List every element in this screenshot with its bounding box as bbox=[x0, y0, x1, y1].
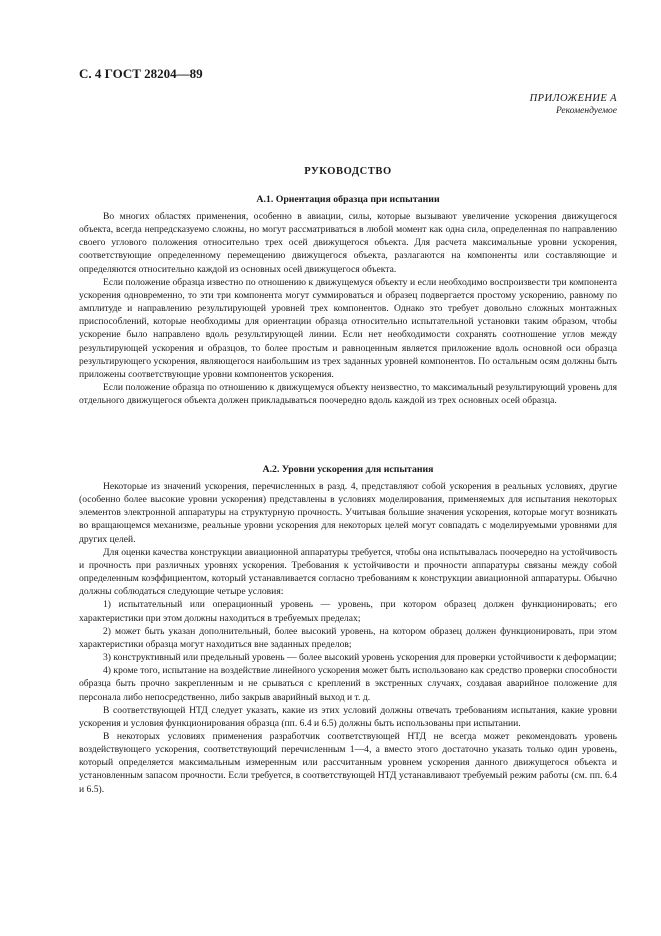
appendix-status: Рекомендуемое bbox=[555, 106, 617, 116]
page-header: С. 4 ГОСТ 28204—89 bbox=[79, 66, 203, 81]
paragraph: В соответствующей НТД следует указать, какие из этих условий должны отвечать требованиям испытания, какие уровни ускорения и условия функционирования образца (пп. 6.4 и 6.5) должны быть использованы при испытании. bbox=[79, 704, 617, 729]
paragraph: Некоторые из значений ускорения, перечисленных в разд. 4, представляют собой ускорения в реальных условиях, другие (особенно более высокие уровни ускорения) представлены в условиях моделирования, применяемых для испытания некоторых элементов электронной аппаратуры на структурную прочность. Учитывая большие значения ускорения, которые могут возникать во вращающемся механизме, реальные уровни ускорения для некоторых целей могут совпадать с моделируемыми уровнями для других целей. bbox=[79, 481, 617, 545]
list-item: 4) кроме того, испытание на воздействие линейного ускорения может быть использовано как средство проверки способности образца быть прочно закрепленным и не срываться с креплений в экстренных случаях, создавая аварийное положение для персонала либо непосредственно, либо закрыв аварийный выход и т. д. bbox=[79, 665, 617, 703]
paragraph: Во многих областях применения, особенно в авиации, силы, которые вызывают увеличение ускорения движущегося объекта, всегда непредсказуемо сложны, но могут рассматриваться в любой момент как одна сила, определенная по направлению своего углового положения относительно трех осей движущегося объекта. Для расчета максимальные уровни ускорения, соответствующие определенному перемещению движущегося объекта, разлагаются на компоненты или составляющие и определяются относительно каждой из основных осей движущегося объекта. bbox=[79, 211, 617, 275]
list-item: 2) может быть указан дополнительный, более высокий уровень, на котором образец должен функционировать, при этом характеристики образца могут находиться вне заданных пределов; bbox=[79, 625, 617, 650]
section-a1-body bbox=[79, 210, 617, 407]
paragraph: В некоторых условиях применения разработчик соответствующей НТД не всегда может рекомендовать уровень воздействующего ускорения, соответствующий перечисленным 1—4, а вместо этого достаточно указать только один уровень, который определяется максимальным измеренным или рассчитанным уровнем ускорения данного движущегося объекта и установленным запасом прочности. Если требуется, в соответствующей НТД устанавливают требуемый режим работы (см. пп. 6.4 и 6.5). bbox=[79, 730, 617, 795]
document-title: РУКОВОДСТВО bbox=[304, 166, 392, 177]
section-a2-body bbox=[79, 480, 617, 796]
paragraph: Если положение образца известно по отношению к движущемуся объекту и если необходимо воспроизвести три компонента ускорения одновременно, то эти три компонента могут суммироваться и образец подвергается простому ускорению, равному по амплитуде и направлению результирующей уровней трех компонентов. Однако это требует довольно сложных монтажных приспособлений, которые необходимы для ориентации образца относительно испытательной установки таким образом, чтобы ускорение было направлено вдоль результирующей линии. Если нет необходимости сохранять соотношение углов между результирующей ускорения и образцов, то более простым и равноценным является приложение вдоль основной оси образца результирующего ускорения, являющегося наибольшим из трех заданных уровней компонентов. По остальным осям должны быть приложены соответствующие уровни компонентов ускорения. bbox=[79, 276, 617, 380]
paragraph: Для оценки качества конструкции авиационной аппаратуры требуется, чтобы она испытывалась поочередно на устойчивость и прочность при различных уровнях ускорения. Требования к устойчивости и прочности аппаратуры связаны между собой определенным коэффициентом, который устанавливается согласно требованиям к конструкции авиационной аппаратуры. Обычно должны соблюдаться следующие четыре условия: bbox=[79, 546, 617, 598]
section-heading-a2: А.2. Уровни ускорения для испытания bbox=[262, 464, 434, 475]
section-heading-a1: А.1. Ориентация образца при испытании bbox=[256, 194, 440, 205]
list-item: 3) конструктивный или предельный уровень — более высокий уровень ускорения для проверки устойчивости к деформации; bbox=[103, 652, 617, 664]
paragraph: Если положение образца по отношению к движущемуся объекту неизвестно, то максимальный результирующий уровень для отдельного движущегося объекта должен прикладываться поочередно вдоль каждой из трех основных осей образца. bbox=[79, 382, 617, 407]
appendix-label-block bbox=[530, 93, 617, 116]
appendix-label: ПРИЛОЖЕНИЕ А bbox=[529, 93, 617, 104]
list-item: 1) испытательный или операционный уровень — уровень, при котором образец должен функционировать; его характеристики при этом должны находиться в требуемых пределах; bbox=[79, 599, 617, 624]
